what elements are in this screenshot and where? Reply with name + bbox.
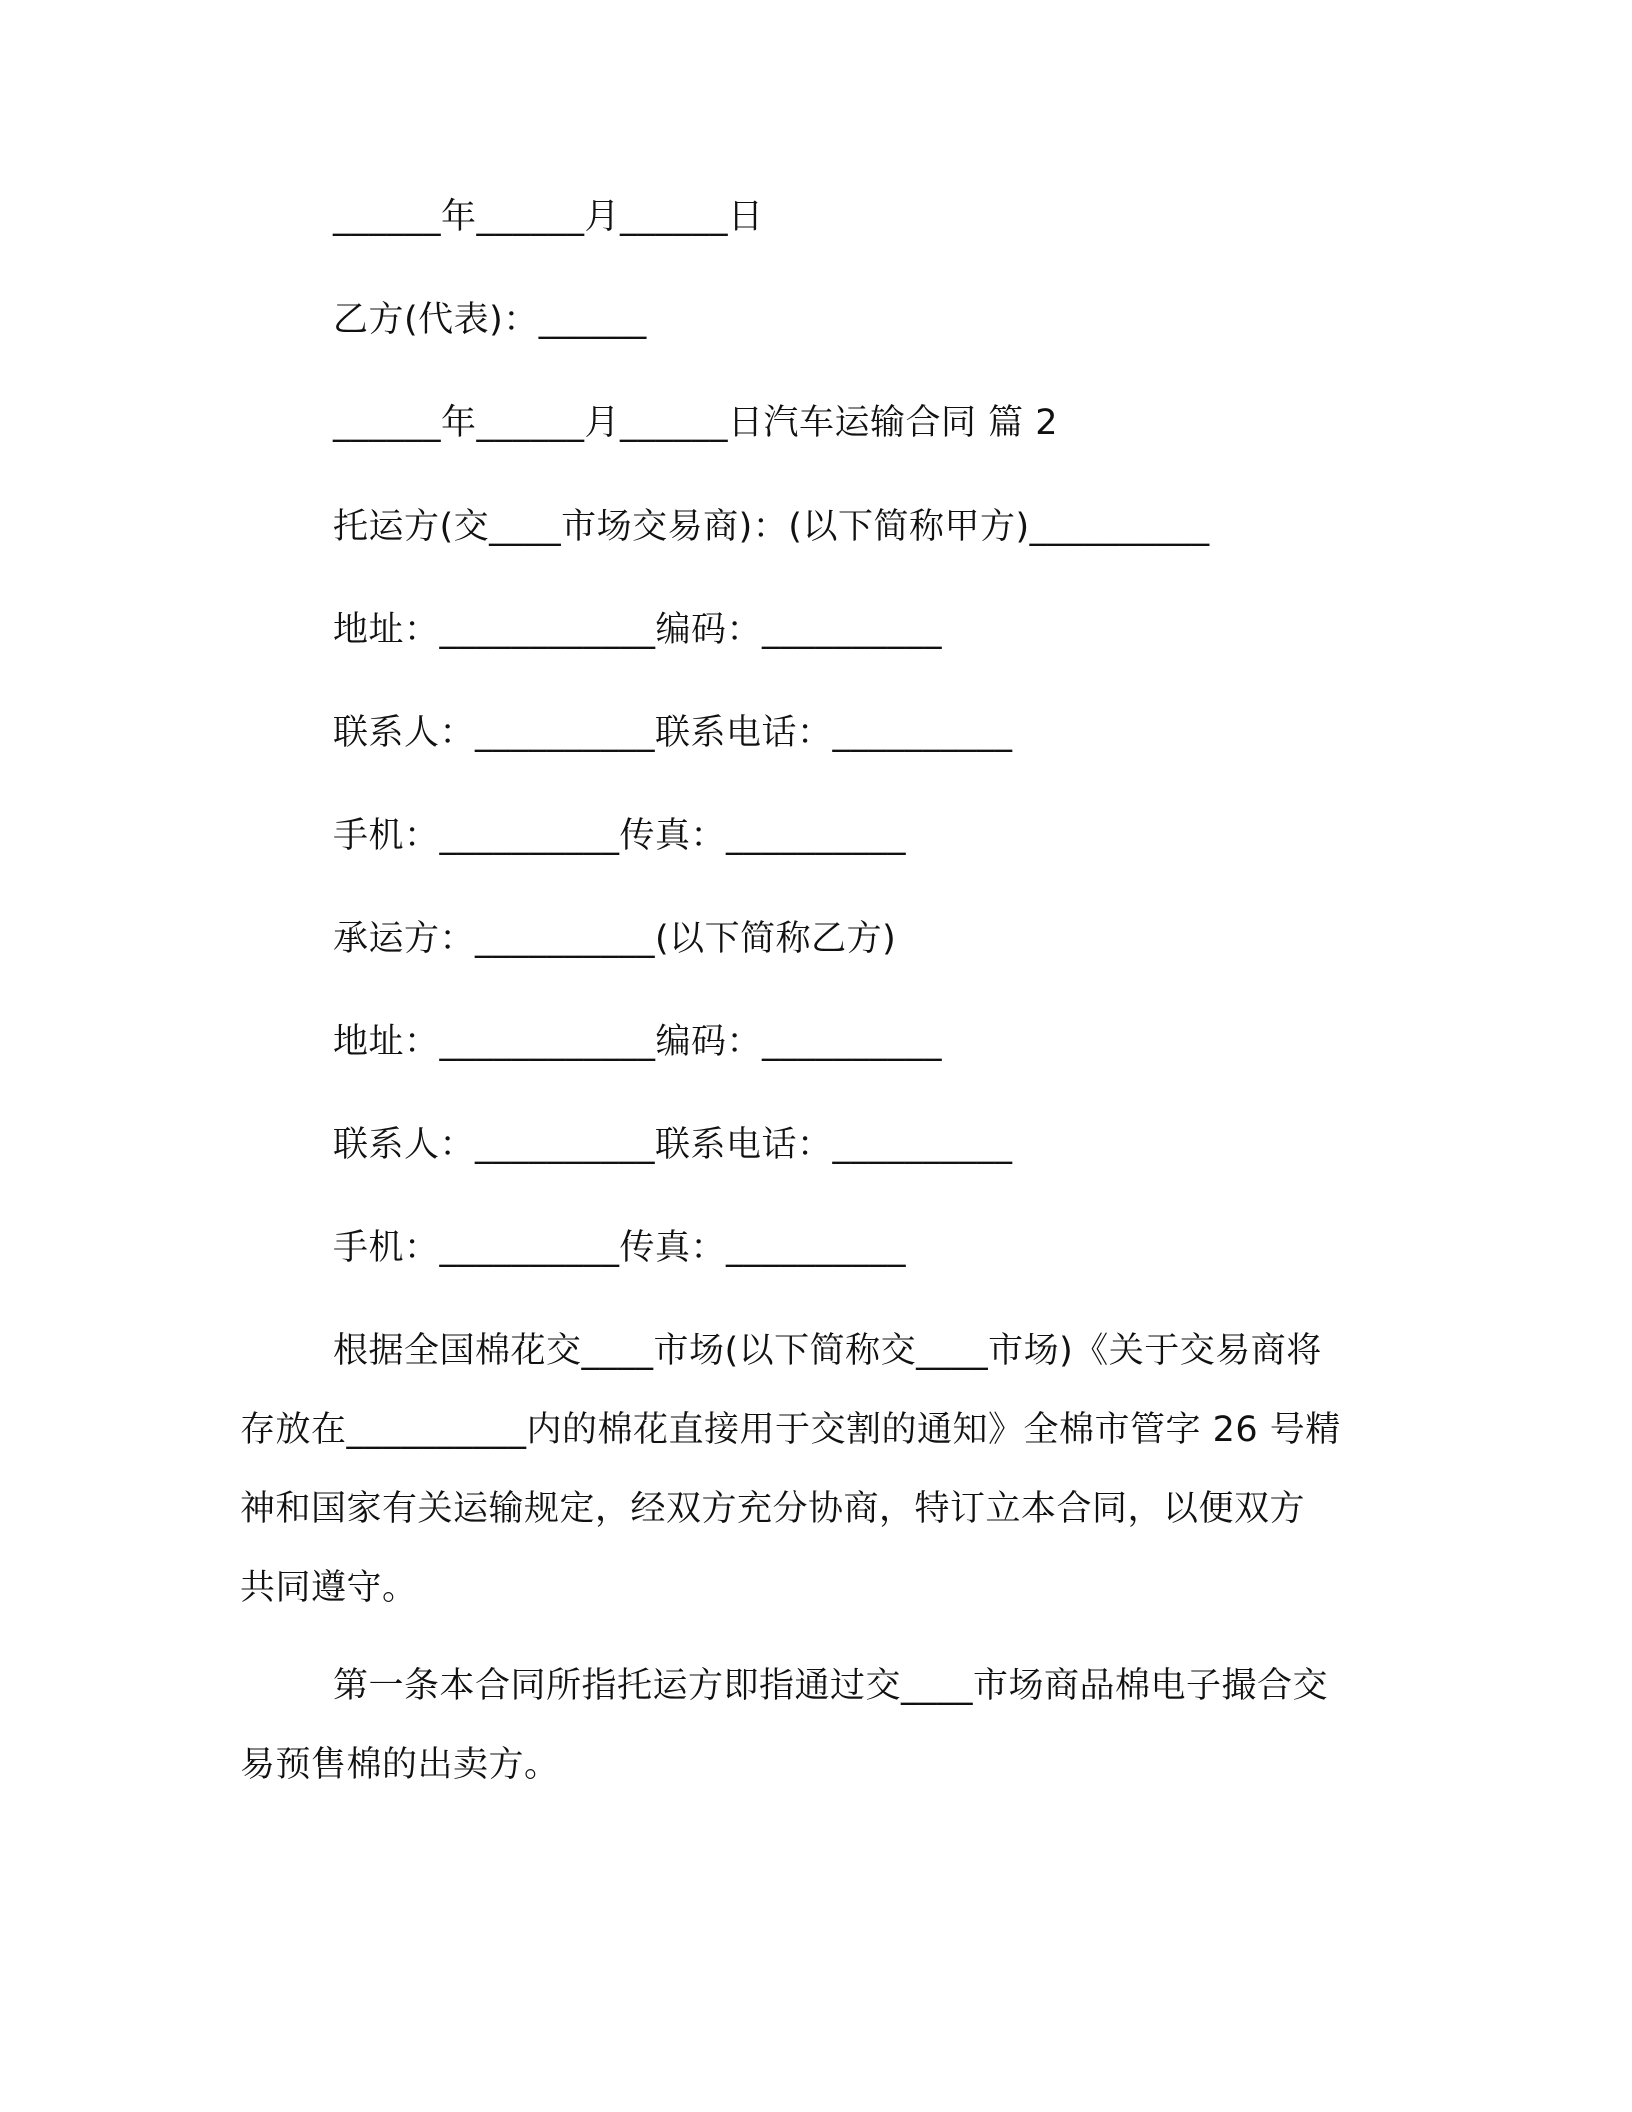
consignor-mobile-fax-line: 手机：__________传真：__________: [333, 816, 907, 856]
date-line-1: ______年______月______日: [333, 197, 764, 237]
article-one-paragraph: [240, 1647, 1385, 1805]
paragraph-line: 第一条本合同所指托运方即指通过交____市场商品棉电子撮合交: [333, 1666, 1329, 1706]
carrier-line: 承运方：__________(以下简称乙方): [333, 919, 897, 959]
consignor-line: 托运方(交____市场交易商)：(以下简称甲方)__________: [333, 507, 1210, 547]
carrier-address-line: 地址：____________编码：__________: [333, 1022, 943, 1062]
date-title-line: ______年______月______日汽车运输合同 篇 2: [333, 403, 1059, 443]
paragraph-line: 易预售棉的出卖方。: [240, 1745, 560, 1785]
paragraph-line: 共同遵守。: [240, 1568, 418, 1608]
paragraph-line: 神和国家有关运输规定，经双方充分协商，特订立本合同，以便双方: [240, 1489, 1306, 1529]
party-b-representative-line: 乙方(代表)：______: [333, 300, 647, 340]
consignor-contact-line: 联系人：__________联系电话：__________: [333, 713, 1013, 753]
carrier-contact-line: 联系人：__________联系电话：__________: [333, 1125, 1013, 1165]
carrier-mobile-fax-line: 手机：__________传真：__________: [333, 1228, 907, 1268]
paragraph-line: 存放在__________内的棉花直接用于交割的通知》全棉市管字 26 号精: [240, 1410, 1341, 1450]
paragraph-line: 根据全国棉花交____市场(以下简称交____市场)《关于交易商将: [333, 1331, 1322, 1371]
basis-paragraph: [240, 1312, 1385, 1628]
consignor-address-line: 地址：____________编码：__________: [333, 610, 943, 650]
